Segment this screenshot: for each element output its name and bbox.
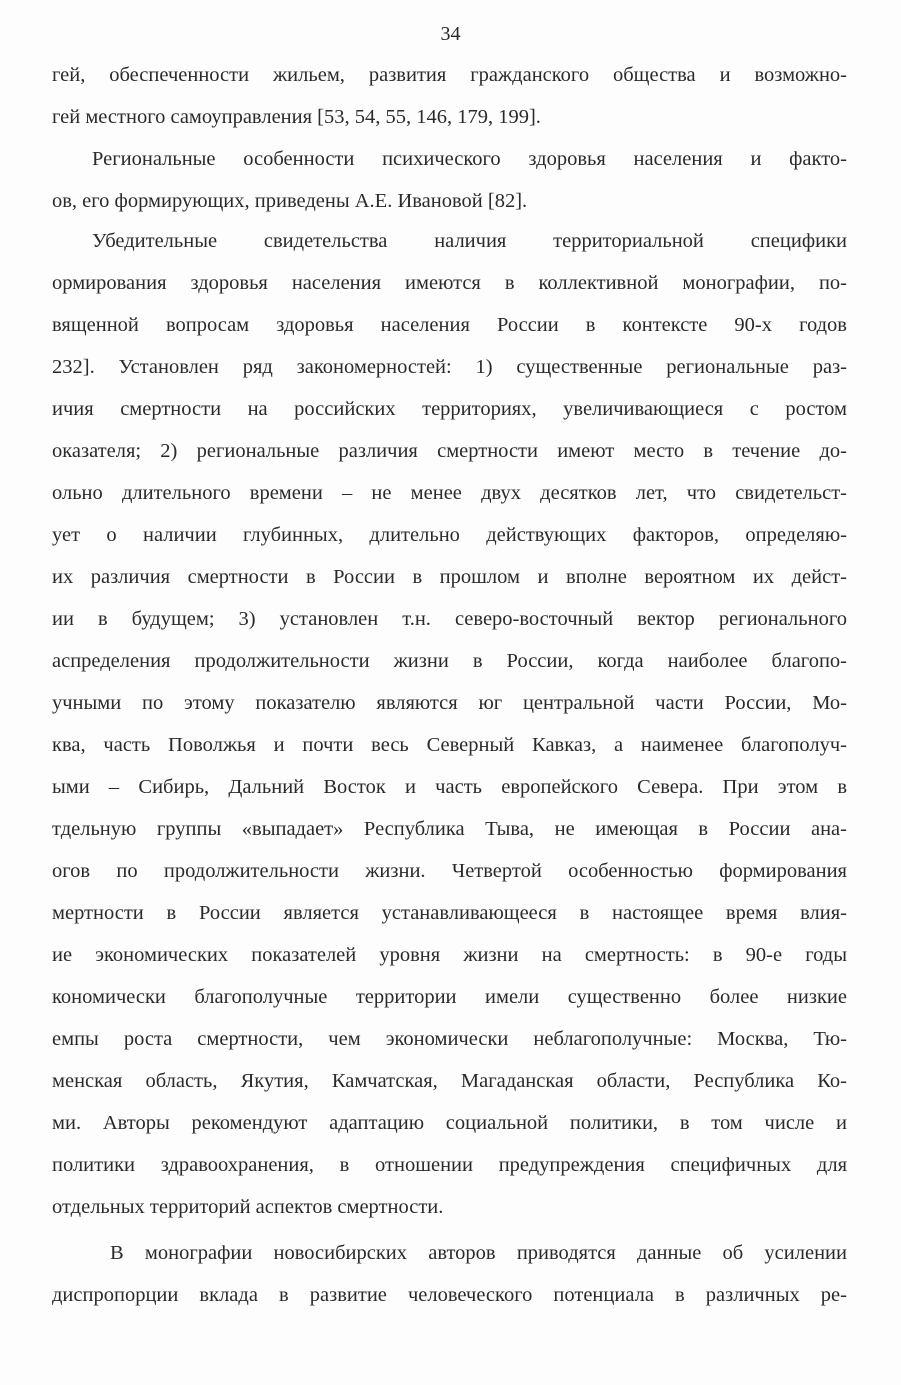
text-line: мертности в России является устанавливающееся в настоящее время влия- [52,902,847,924]
text-line: кономически благополучные территории имели существенно более низкие [52,986,847,1008]
text-line: ми. Авторы рекомендуют адаптацию социальной политики, в том числе и [52,1112,847,1134]
text-line: оказателя; 2) региональные различия смертности имеют место в течение до- [52,440,847,462]
text-line: ие экономических показателей уровня жизни на смертность: в 90-е годы [52,944,847,966]
text-line: менская область, Якутия, Камчатская, Магаданская области, Республика Ко- [52,1070,847,1092]
text-line: Убедительные свидетельства наличия территориальной специфики [92,230,847,252]
text-line: ормирования здоровья населения имеются в коллективной монографии, по- [52,272,847,294]
text-line: гей, обеспеченности жильем, развития гражданского общества и возможно- [52,64,847,86]
text-line: отдельных территорий аспектов смертности. [52,1196,444,1218]
paragraph-3 [52,220,847,1228]
text-line: ольно длительного времени – не менее двух десятков лет, что свидетельст- [52,482,847,504]
text-line: вященной вопросам здоровья населения России в контексте 90-х годов [52,314,847,336]
text-line: их различия смертности в России в прошлом и вполне вероятном их дейст- [52,566,847,588]
text-line: диспропорции вклада в развитие человеческого потенциала в различных ре- [52,1284,847,1306]
text-line: ыми – Сибирь, Дальний Восток и часть европейского Севера. При этом в [52,776,847,798]
text-line: ов, его формирующих, приведены А.Е. Ивановой [82]. [52,190,528,212]
text-line: Региональные особенности психического здоровья населения и факто- [92,148,847,170]
page-number: 34 [440,23,461,45]
text-line: аспределения продолжительности жизни в России, когда наиболее благопо- [52,650,847,672]
text-line: 232]. Установлен ряд закономерностей: 1) существенные региональные раз- [52,356,847,378]
text-line: политики здравоохранения, в отношении предупреждения специфичных для [52,1154,847,1176]
paragraph-2 [52,138,847,222]
text-line: емпы роста смертности, чем экономически неблагополучные: Москва, Тю- [52,1028,847,1050]
text-line: тдельную группы «выпадает» Республика Тыва, не имеющая в России ана- [52,818,847,840]
text-line: учными по этому показателю являются юг центральной части России, Мо- [52,692,847,714]
text-line: В монографии новосибирских авторов приводятся данные об усилении [110,1242,847,1264]
text-line: ичия смертности на российских территориях, увеличивающиеся с ростом [52,398,847,420]
text-line: ии в будущем; 3) установлен т.н. северо-восточный вектор регионального [52,608,847,630]
text-line: гей местного самоуправления [53, 54, 55, 146, 179, 199]. [52,106,541,128]
paragraph-4 [52,1232,847,1316]
text-line: огов по продолжительности жизни. Четвертой особенностью формирования [52,860,847,882]
paragraph-1 [52,54,847,138]
text-line: ква, часть Поволжья и почти весь Северный Кавказ, а наименее благополуч- [52,734,847,756]
text-line: ует о наличии глубинных, длительно действующих факторов, определяю- [52,524,847,546]
